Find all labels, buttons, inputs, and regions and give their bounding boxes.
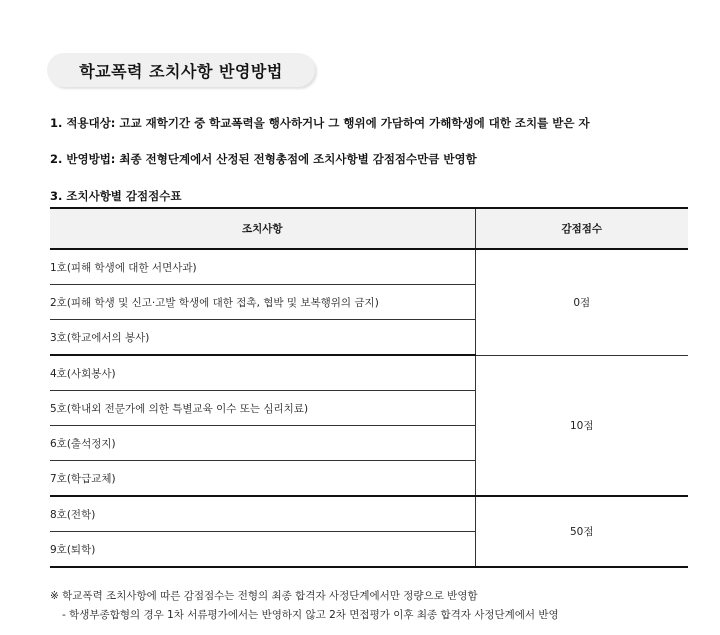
item-table-heading: 3. 조치사항별 감점점수표 [50,189,182,203]
action-cell-1: 1호(피해 학생에 대한 서면사과) [50,249,475,285]
table-row [50,249,688,285]
section-title: 학교폭력 조치사항 반영방법 [47,53,315,87]
action-cell-7: 7호(학급교체) [50,461,475,497]
table-row [50,496,688,532]
score-cell-10: 10점 [475,355,688,496]
action-cell-4: 4호(사회봉사) [50,355,475,391]
footnote-sub: - 학생부종합형의 경우 1차 서류평가에서는 반영하지 않고 2차 면접평가 이후 최종 합격자 사정단계에서 반영 [62,609,559,621]
action-cell-6: 6호(출석정지) [50,426,475,461]
action-cell-3: 3호(학교에서의 봉사) [50,320,475,356]
score-cell-0: 0점 [475,249,688,355]
score-cell-50: 50점 [475,496,688,567]
action-cell-9: 9호(퇴학) [50,532,475,568]
footnote-main: ※ 학교폭력 조치사항에 따른 감점점수는 전형의 최종 합격자 사정단계에서만 정량으로 반영함 [50,590,478,602]
header-score: 감점점수 [475,208,688,249]
table-row [50,355,688,391]
table-header-row [50,208,688,249]
action-cell-2: 2호(피해 학생 및 신고·고발 학생에 대한 접촉, 협박 및 보복행위의 금지) [50,285,475,320]
item-method: 2. 반영방법: 최종 전형단계에서 산정된 전형총점에 조치사항별 감점점수만큼 반영함 [50,152,477,166]
action-cell-5: 5호(학내외 전문가에 의한 특별교육 이수 또는 심리치료) [50,391,475,426]
deduction-table [50,207,688,568]
item-target: 1. 적용대상: 고교 재학기간 중 학교폭력을 행사하거나 그 행위에 가담하여 가해학생에 대한 조치를 받은 자 [50,116,590,130]
action-cell-8: 8호(전학) [50,496,475,532]
header-action: 조치사항 [50,208,475,249]
